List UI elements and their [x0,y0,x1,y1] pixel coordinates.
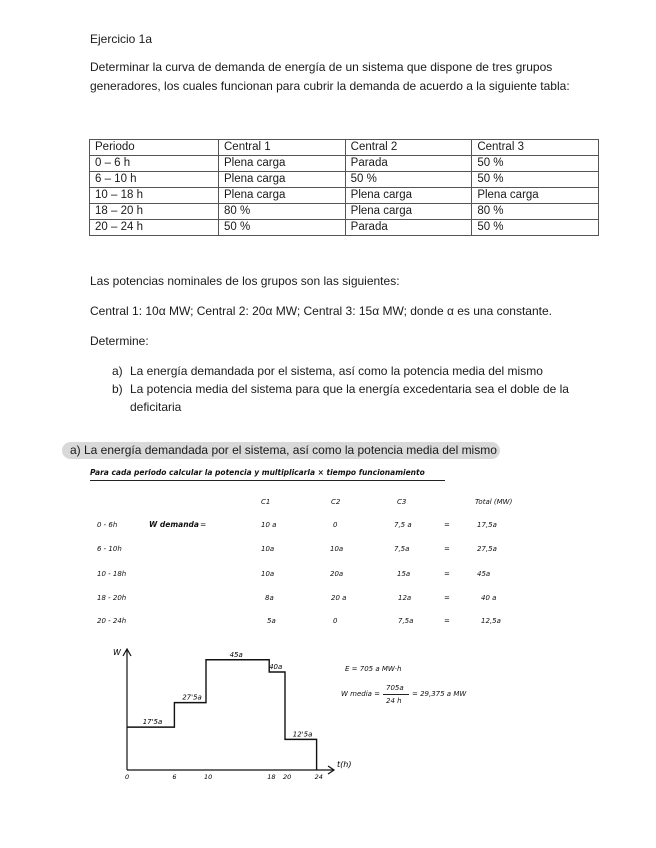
row-c2: 10a [330,545,344,553]
col-header-c3: C3 [397,498,407,506]
row-c2: 20a [330,570,344,578]
table-cell: 50 % [219,220,346,236]
table-cell: Plena carga [345,188,472,204]
demand-step-line [127,660,317,770]
table-cell: Parada [345,220,472,236]
table-cell: 50 % [472,156,599,172]
segment-label: 45a [229,650,243,659]
row-c1: 10a [261,570,275,578]
row-period: 10 - 18h [97,570,127,578]
row-c3: 15a [397,570,411,578]
table-cell: 80 % [472,204,599,220]
row-equals: = [444,521,450,529]
row-c1: 10 a [261,521,277,529]
table-cell: 0 – 6 h [90,156,219,172]
row-period: 0 - 6h [97,521,118,529]
x-tick-label: 6 [172,773,177,781]
col-header-total: Total (MW) [475,498,513,506]
question-label: b) [112,382,123,396]
col-header-c2: C2 [331,498,341,506]
pmedia-numerator: 705a [386,684,404,692]
table-cell: 50 % [472,220,599,236]
row-c3: 7,5a [398,617,414,625]
table-cell: Plena carga [472,188,599,204]
table-cell: 50 % [345,172,472,188]
table-cell: Plena carga [345,204,472,220]
row-c3: 12a [398,594,412,602]
x-tick-label: 10 [204,773,213,781]
table-cell: 6 – 10 h [90,172,219,188]
row-total: 40 a [481,594,497,602]
table-cell: Plena carga [219,156,346,172]
table-cell: 10 – 18 h [90,188,219,204]
row-equals: = [444,545,450,553]
row-period: 18 - 20h [97,594,127,602]
intro-line-2: generadores, los cuales funcionan para cubrir la demanda de acuerdo a la siguiente tabla: [90,79,570,93]
table-cell: 18 – 20 h [90,204,219,220]
potencias-values: Central 1: 10α MW; Central 2: 20α MW; Central 3: 15α MW; donde α es una constante. [90,304,552,318]
row-total: 45a [477,570,491,578]
table-header-cell: Central 2 [345,140,472,156]
segment-label: 12'5a [292,730,313,739]
table-cell: 80 % [219,204,346,220]
row-total: 17,5a [477,521,497,529]
col-header-c1: C1 [261,498,271,506]
row-c3: 7,5a [394,545,410,553]
row-equals: = [444,617,450,625]
pmedia-rhs: = 29,375 a MW [412,690,467,698]
table-header-cell: Central 1 [219,140,346,156]
row-c2: 0 [333,521,338,529]
row-c2: 20 a [331,594,347,602]
row-c1: 5a [267,617,276,625]
segment-label: 40a [269,663,283,671]
row-period: 6 - 10h [97,545,122,553]
section-a-heading: a) La energía demandada por el sistema, así como la potencia media del mismo [62,442,500,459]
intro-line-1: Determinar la curva de demanda de energía de un sistema que dispone de tres grupos [90,60,553,74]
question-label: a) [112,364,123,378]
x-tick-label: 24 [314,773,323,781]
x-axis-label: t(h) [337,760,352,769]
w-demanda-label: W demanda [149,520,199,529]
row-period: 20 - 24h [97,617,127,625]
pmedia-lhs: W media = [341,690,381,698]
row-c3: 7,5 a [394,521,412,529]
potencias-intro: Las potencias nominales de los grupos son las siguientes: [90,274,400,288]
segment-label: 17'5a [142,718,163,727]
exercise-title: Ejercicio 1a [90,32,153,46]
pmedia-denominator: 24 h [386,697,402,705]
question-text: La energía demandada por el sistema, así como la potencia media del mismo [130,364,543,378]
x-tick-label: 20 [283,773,292,781]
determine-label: Determine: [90,334,149,348]
x-tick-label: 18 [267,773,276,781]
row-total: 12,5a [481,617,501,625]
table-header-cell: Periodo [90,140,219,156]
w-demanda-equals: = [200,520,207,529]
table-cell: 20 – 24 h [90,220,219,236]
row-equals: = [444,594,450,602]
x-tick-label: 0 [125,773,130,781]
table-cell: Plena carga [219,188,346,204]
row-c1: 8a [265,594,274,602]
table-cell: Plena carga [219,172,346,188]
energy-total: E = 705 a MW·h [345,665,402,673]
row-equals: = [444,570,450,578]
question-text: La potencia media del sistema para que la energía excedentaria sea el doble de la deficitaria [130,382,569,414]
table-cell: Parada [345,156,472,172]
table-cell: 50 % [472,172,599,188]
y-axis-label: W [113,648,121,657]
table-header-cell: Central 3 [472,140,599,156]
segment-label: 27'5a [182,693,202,702]
row-total: 27,5a [477,545,497,553]
handwritten-instruction: Para cada periodo calcular la potencia y multiplicarla × tiempo funcionamiento [90,468,425,477]
row-c1: 10a [261,545,275,553]
row-c2: 0 [333,617,338,625]
